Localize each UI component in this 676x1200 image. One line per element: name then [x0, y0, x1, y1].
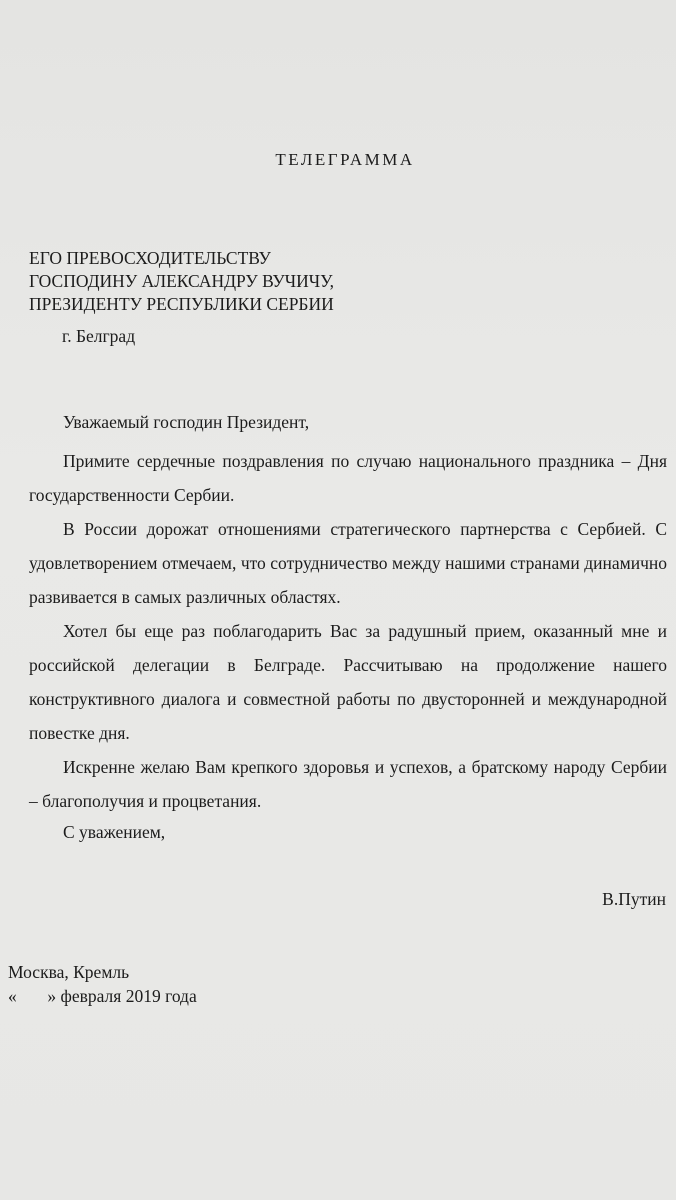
document-title: ТЕЛЕГРАММА	[275, 150, 415, 169]
greeting: Уважаемый господин Президент,	[63, 412, 310, 432]
signature: В.Путин	[602, 889, 666, 909]
city-line: г. Белград	[62, 326, 136, 346]
closing-line: С уважением,	[63, 822, 166, 842]
date-line: « » февраля 2019 года	[8, 986, 197, 1006]
place-line: Москва, Кремль	[8, 962, 130, 982]
paragraph: Искренне желаю Вам крепкого здоровья и успехов, а братскому народу Сербии – благополучия и процветания.	[29, 757, 667, 811]
paragraph: Хотел бы еще раз поблагодарить Вас за радушный прием, оказанный мне и российской делегации в Белграде. Рассчитываю на продолжение нашего конструктивного диалога и совместной работы по двусторонней и международной повестке дня.	[29, 621, 667, 743]
addressee-line: ПРЕЗИДЕНТУ РЕСПУБЛИКИ СЕРБИИ	[29, 294, 334, 314]
paragraph: Примите сердечные поздравления по случаю национального праздника – Дня государственности Сербии.	[29, 451, 667, 505]
addressee-line: ГОСПОДИНУ АЛЕКСАНДРУ ВУЧИЧУ,	[29, 271, 335, 291]
addressee-line: ЕГО ПРЕВОСХОДИТЕЛЬСТВУ	[29, 248, 271, 268]
paragraph: В России дорожат отношениями стратегического партнерства с Сербией. С удовлетворением отмечаем, что сотрудничество между нашими странами динамично развивается в самых различных областях.	[29, 519, 667, 607]
place-date-block	[8, 960, 197, 1008]
addressee-block	[29, 247, 334, 316]
